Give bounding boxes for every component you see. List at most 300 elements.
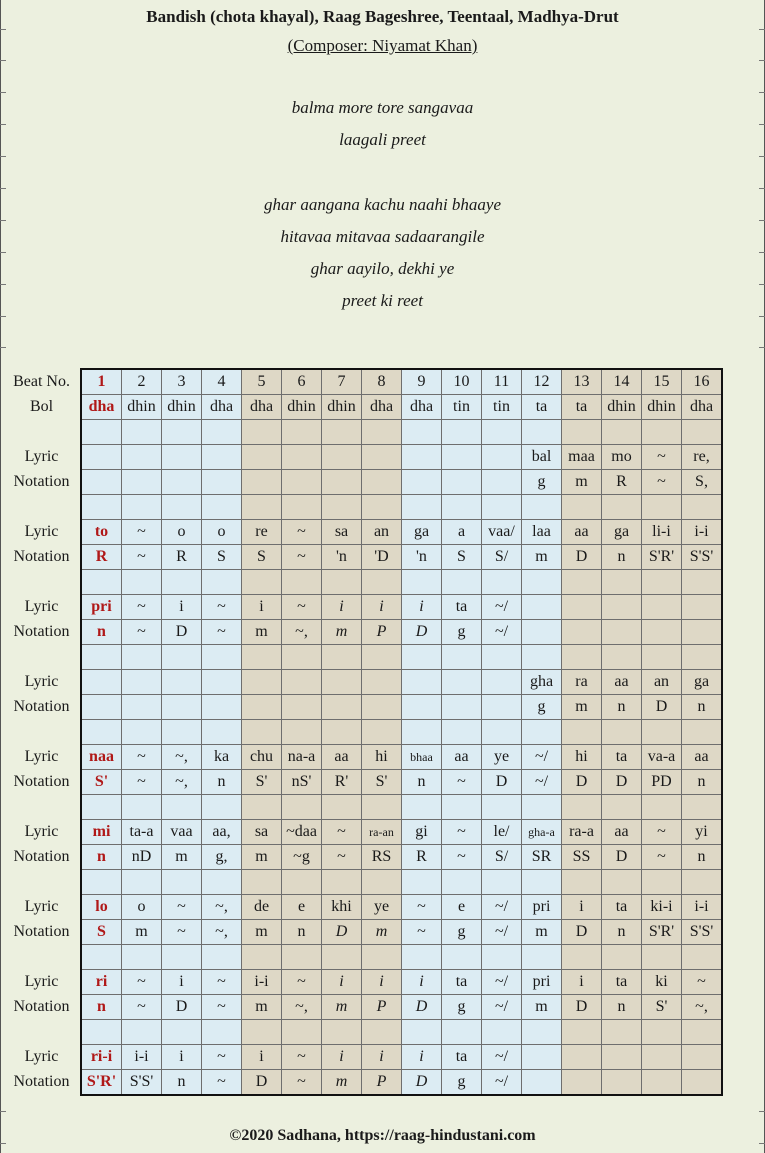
notation-cell: R — [162, 545, 202, 570]
notation-label: Notation — [13, 923, 70, 940]
lyric-cell: sa — [322, 520, 362, 545]
spacer-cell — [322, 645, 362, 670]
spacer-cell — [81, 720, 122, 745]
lyric-label: Lyric — [24, 448, 59, 465]
lyric-cell: ~/ — [482, 895, 522, 920]
lyric-cell: ga — [602, 520, 642, 545]
lyric-cell: chu — [242, 745, 282, 770]
spacer-cell — [81, 945, 122, 970]
lyric-cell: pri — [522, 970, 562, 995]
bol-cell: dhin — [602, 395, 642, 420]
spacer-cell — [522, 1020, 562, 1045]
notation-cell: ~ — [642, 845, 682, 870]
lyric-cell: pri — [522, 895, 562, 920]
spacer-cell — [81, 645, 122, 670]
lyric-cell — [402, 670, 442, 695]
notation-cell: S/ — [482, 545, 522, 570]
notation-cell: S/ — [482, 845, 522, 870]
lyric-cell — [682, 1045, 723, 1070]
spacer-cell — [162, 1020, 202, 1045]
lyric-cell: ~/ — [522, 745, 562, 770]
lyric-cell: e — [442, 895, 482, 920]
notation-cell: D — [562, 545, 602, 570]
lyric-cell: ~, — [202, 895, 242, 920]
spacer-cell — [682, 795, 723, 820]
spacer-cell — [322, 420, 362, 445]
lyric-cell — [442, 670, 482, 695]
lyric-cell: i — [402, 970, 442, 995]
lyric-cell — [162, 670, 202, 695]
spacer-cell — [242, 420, 282, 445]
notation-cell: ~ — [442, 770, 482, 795]
notation-cell: n — [282, 920, 322, 945]
bol-cell: ta — [562, 395, 602, 420]
spacer-cell — [682, 570, 723, 595]
notation-cell: S'S' — [682, 920, 723, 945]
notation-cell: m — [242, 620, 282, 645]
spacer-cell — [282, 570, 322, 595]
notation-cell: D — [602, 845, 642, 870]
lyric-cell: ta — [602, 745, 642, 770]
notation-cell: D — [482, 770, 522, 795]
lyric-cell — [402, 445, 442, 470]
lyric-cell — [362, 445, 402, 470]
notation-row — [3, 620, 722, 645]
notation-cell: S' — [642, 995, 682, 1020]
spacer-cell — [242, 495, 282, 520]
notation-cell: SR — [522, 845, 562, 870]
lyric-cell: ~ — [642, 445, 682, 470]
notation-label: Notation — [13, 623, 70, 640]
spacer-cell — [322, 495, 362, 520]
notation-cell: S' — [362, 770, 402, 795]
edge-gridline — [0, 188, 6, 189]
notation-cell — [602, 620, 642, 645]
spacer-row — [3, 870, 722, 895]
bol-cell: dha — [402, 395, 442, 420]
lyric-cell: ga — [402, 520, 442, 545]
spacer-cell — [482, 870, 522, 895]
notation-cell: m — [322, 620, 362, 645]
spacer-cell — [482, 420, 522, 445]
spacer-cell — [242, 1020, 282, 1045]
spacer-cell — [602, 795, 642, 820]
lyric-cell: re — [242, 520, 282, 545]
lyric-cell — [642, 1045, 682, 1070]
notation-cell — [81, 695, 122, 720]
lyric-cell: ki — [642, 970, 682, 995]
spacer-cell — [122, 720, 162, 745]
spacer-label — [3, 870, 81, 895]
notation-cell: ~ — [202, 995, 242, 1020]
page-title: Bandish (chota khayal), Raag Bageshree, Teentaal, Madhya-Drut — [146, 7, 619, 26]
notation-cell: ~, — [682, 995, 723, 1020]
spacer-cell — [482, 570, 522, 595]
bol-cell: tin — [482, 395, 522, 420]
edge-gridline — [759, 220, 765, 221]
lyric-cell: an — [642, 670, 682, 695]
lyric-cell: li-i — [642, 520, 682, 545]
spacer-cell — [362, 870, 402, 895]
lyric-row — [3, 1045, 722, 1070]
lyric-cell: ra-a — [562, 820, 602, 845]
notation-cell: S'S' — [682, 545, 723, 570]
lyric-cell: na-a — [282, 745, 322, 770]
beat-number-cell: 9 — [402, 369, 442, 395]
spacer-cell — [362, 945, 402, 970]
bol-cell: tin — [442, 395, 482, 420]
edge-gridline — [759, 347, 765, 348]
lyric-cell — [482, 445, 522, 470]
lyric-cell: ye — [362, 895, 402, 920]
lyric-row — [3, 520, 722, 545]
notation-cell: PD — [642, 770, 682, 795]
lyric-cell: ~ — [202, 595, 242, 620]
notation-cell: 'n — [322, 545, 362, 570]
spacer-cell — [202, 870, 242, 895]
notation-cell: m — [162, 845, 202, 870]
spacer-cell — [242, 720, 282, 745]
beat-row — [3, 369, 722, 395]
beat-number-cell: 6 — [282, 369, 322, 395]
notation-cell: ~ — [442, 845, 482, 870]
notation-cell: D — [602, 770, 642, 795]
lyric-cell: an — [362, 520, 402, 545]
edge-gridline — [759, 1111, 765, 1112]
spacer-cell — [442, 720, 482, 745]
notation-label: Notation — [13, 473, 70, 490]
notation-cell: g — [442, 1070, 482, 1096]
lyric-cell: ~ — [282, 520, 322, 545]
lyric-cell: hi — [562, 745, 602, 770]
lyric-cell: sa — [242, 820, 282, 845]
notation-cell — [81, 470, 122, 495]
lyric-cell: to — [81, 520, 122, 545]
lyric-cell: i — [162, 595, 202, 620]
spacer-cell — [322, 870, 362, 895]
lyric-cell: ~ — [122, 745, 162, 770]
lyric-cell: mo — [602, 445, 642, 470]
beat-number-cell: 16 — [682, 369, 723, 395]
notation-cell: 'n — [402, 545, 442, 570]
lyric-cell: aa — [682, 745, 723, 770]
spacer-cell — [562, 945, 602, 970]
lyric-cell: i — [402, 1045, 442, 1070]
spacer-cell — [122, 570, 162, 595]
notation-cell — [562, 1070, 602, 1096]
notation-cell: m — [242, 845, 282, 870]
lyric-cell: i — [242, 595, 282, 620]
spacer-cell — [282, 1020, 322, 1045]
lyric-row — [3, 595, 722, 620]
notation-label: Notation — [13, 998, 70, 1015]
notation-cell: ~, — [162, 770, 202, 795]
lyric-cell: ~/ — [482, 1045, 522, 1070]
spacer-cell — [122, 945, 162, 970]
edge-gridline — [759, 252, 765, 253]
lyric-cell: lo — [81, 895, 122, 920]
notation-cell: n — [682, 845, 723, 870]
notation-cell: ~/ — [522, 770, 562, 795]
spacer-cell — [282, 645, 322, 670]
lyric-cell: i — [362, 595, 402, 620]
notation-cell: ~/ — [482, 620, 522, 645]
bol-cell: dhin — [322, 395, 362, 420]
spacer-cell — [362, 420, 402, 445]
spacer-cell — [482, 1020, 522, 1045]
spacer-cell — [402, 795, 442, 820]
spacer-cell — [602, 645, 642, 670]
spacer-cell — [242, 870, 282, 895]
lyric-cell: ta — [602, 895, 642, 920]
spacer-cell — [682, 495, 723, 520]
notation-label: Notation — [13, 848, 70, 865]
lyric-cell — [522, 1045, 562, 1070]
notation-table — [3, 368, 723, 1096]
lyric-cell — [122, 445, 162, 470]
bol-cell: dha — [242, 395, 282, 420]
edge-gridline — [0, 220, 6, 221]
notation-cell — [442, 470, 482, 495]
notation-cell: ~ — [202, 620, 242, 645]
notation-cell: ~ — [162, 920, 202, 945]
spacer-cell — [322, 570, 362, 595]
spacer-cell — [242, 945, 282, 970]
spacer-cell — [362, 720, 402, 745]
spacer-row — [3, 945, 722, 970]
bol-cell: dhin — [642, 395, 682, 420]
spacer-cell — [562, 645, 602, 670]
spacer-cell — [362, 495, 402, 520]
notation-cell: ~ — [122, 620, 162, 645]
edge-gridline — [759, 316, 765, 317]
notation-cell: n — [602, 995, 642, 1020]
spacer-cell — [682, 645, 723, 670]
spacer-cell — [81, 1020, 122, 1045]
notation-cell — [122, 470, 162, 495]
spacer-cell — [442, 570, 482, 595]
edge-gridline — [0, 92, 6, 93]
notation-cell: SS — [562, 845, 602, 870]
spacer-cell — [602, 570, 642, 595]
notation-cell: S, — [682, 470, 723, 495]
notation-cell — [682, 620, 723, 645]
lyric-cell: ~ — [122, 970, 162, 995]
composer-subtitle: (Composer: Niyamat Khan) — [287, 36, 478, 55]
notation-cell: n — [202, 770, 242, 795]
lyric-label: Lyric — [24, 898, 59, 915]
lyric-cell: ta — [442, 970, 482, 995]
lyric-cell: maa — [562, 445, 602, 470]
lyric-cell: i — [362, 970, 402, 995]
lyric-cell — [162, 445, 202, 470]
spacer-cell — [442, 420, 482, 445]
lyric-label: Lyric — [24, 823, 59, 840]
lyric-label: Lyric — [24, 973, 59, 990]
lyric-cell: e — [282, 895, 322, 920]
edge-gridline — [0, 252, 6, 253]
notation-cell: D — [242, 1070, 282, 1096]
notation-cell: ~ — [122, 770, 162, 795]
spacer-cell — [81, 495, 122, 520]
lyric-row — [3, 970, 722, 995]
spacer-cell — [162, 870, 202, 895]
notation-row — [3, 545, 722, 570]
spacer-cell — [642, 870, 682, 895]
spacer-cell — [562, 420, 602, 445]
spacer-row — [3, 420, 722, 445]
lyric-cell — [442, 445, 482, 470]
spacer-cell — [482, 720, 522, 745]
spacer-cell — [402, 870, 442, 895]
lyric-cell: ra — [562, 670, 602, 695]
notation-cell — [322, 695, 362, 720]
notation-cell: m — [522, 920, 562, 945]
notation-cell — [202, 695, 242, 720]
spacer-cell — [202, 720, 242, 745]
notation-cell: ~ — [642, 470, 682, 495]
lyric-cell: ga — [682, 670, 723, 695]
notation-label: Notation — [13, 773, 70, 790]
bol-cell: dha — [202, 395, 242, 420]
notation-cell: S' — [81, 770, 122, 795]
spacer-cell — [562, 795, 602, 820]
spacer-label — [3, 945, 81, 970]
notation-cell: n — [682, 695, 723, 720]
lyric-cell — [81, 670, 122, 695]
spacer-cell — [402, 945, 442, 970]
lyric-cell — [602, 595, 642, 620]
lyric-cell: aa — [602, 820, 642, 845]
beat-number-cell: 1 — [81, 369, 122, 395]
spacer-cell — [602, 720, 642, 745]
spacer-cell — [81, 420, 122, 445]
lyric-label: Lyric — [24, 748, 59, 765]
notation-cell — [242, 695, 282, 720]
notation-cell: n — [602, 545, 642, 570]
spacer-cell — [682, 945, 723, 970]
notation-cell — [282, 695, 322, 720]
spacer-cell — [282, 495, 322, 520]
lyric-row — [3, 445, 722, 470]
lyric-row — [3, 820, 722, 845]
notation-cell — [162, 695, 202, 720]
notation-cell: R' — [322, 770, 362, 795]
notation-cell — [482, 695, 522, 720]
notation-cell: m — [562, 695, 602, 720]
notation-cell — [202, 470, 242, 495]
lyric-cell — [122, 670, 162, 695]
notation-cell: ~ — [322, 845, 362, 870]
edge-gridline — [759, 29, 765, 30]
lyric-cell: aa, — [202, 820, 242, 845]
lyric-cell: i — [322, 1045, 362, 1070]
notation-cell: n — [162, 1070, 202, 1096]
spacer-cell — [522, 945, 562, 970]
notation-cell: S'R' — [642, 545, 682, 570]
notation-cell: m — [522, 545, 562, 570]
lyric-cell: ~ — [122, 595, 162, 620]
spacer-cell — [562, 870, 602, 895]
spacer-cell — [282, 720, 322, 745]
beat-number-label: Beat No. — [13, 372, 70, 390]
notation-cell: D — [642, 695, 682, 720]
spacer-label — [3, 645, 81, 670]
spacer-cell — [122, 795, 162, 820]
spacer-cell — [81, 570, 122, 595]
lyric-line: laagali preet — [339, 130, 426, 149]
spacer-cell — [602, 420, 642, 445]
spacer-cell — [282, 870, 322, 895]
spacer-cell — [522, 495, 562, 520]
spacer-row — [3, 795, 722, 820]
notation-cell: m — [322, 1070, 362, 1096]
notation-cell — [242, 470, 282, 495]
lyric-cell — [322, 670, 362, 695]
notation-cell: P — [362, 1070, 402, 1096]
notation-cell: m — [322, 995, 362, 1020]
spacer-cell — [322, 945, 362, 970]
notation-cell: m — [562, 470, 602, 495]
lyric-cell: ta-a — [122, 820, 162, 845]
spacer-cell — [602, 945, 642, 970]
edge-gridline — [759, 92, 765, 93]
spacer-cell — [482, 495, 522, 520]
beat-number-cell: 8 — [362, 369, 402, 395]
bol-cell: dhin — [122, 395, 162, 420]
lyric-cell — [522, 595, 562, 620]
lyric-cell: ~/ — [482, 970, 522, 995]
lyric-cell: mi — [81, 820, 122, 845]
notation-cell: n — [402, 770, 442, 795]
lyric-cell: ~ — [682, 970, 723, 995]
spacer-cell — [602, 870, 642, 895]
edge-gridline — [0, 156, 6, 157]
notation-cell: ~ — [122, 545, 162, 570]
notation-cell: S' — [242, 770, 282, 795]
lyric-label: Lyric — [24, 673, 59, 690]
spacer-cell — [202, 645, 242, 670]
spacer-cell — [362, 795, 402, 820]
edge-gridline — [759, 60, 765, 61]
notation-label: Notation — [13, 1073, 70, 1091]
notation-cell — [482, 470, 522, 495]
notation-cell — [642, 1070, 682, 1096]
lyric-cell: i — [562, 895, 602, 920]
lyric-cell: ta — [442, 1045, 482, 1070]
lyric-cell: ~ — [202, 970, 242, 995]
edge-gridline — [759, 156, 765, 157]
spacer-cell — [202, 420, 242, 445]
lyric-cell: i — [242, 1045, 282, 1070]
spacer-cell — [522, 870, 562, 895]
spacer-cell — [162, 645, 202, 670]
spacer-cell — [162, 720, 202, 745]
lyric-cell: aa — [602, 670, 642, 695]
spacer-cell — [122, 495, 162, 520]
spacer-cell — [402, 495, 442, 520]
lyric-label: Lyric — [24, 1048, 59, 1065]
notation-cell: g — [522, 470, 562, 495]
notation-cell — [402, 695, 442, 720]
spacer-cell — [442, 495, 482, 520]
lyric-row — [3, 745, 722, 770]
notation-cell: n — [81, 995, 122, 1020]
spacer-cell — [122, 870, 162, 895]
notation-cell — [522, 620, 562, 645]
bol-cell: dha — [81, 395, 122, 420]
notation-cell: S'S' — [122, 1070, 162, 1096]
